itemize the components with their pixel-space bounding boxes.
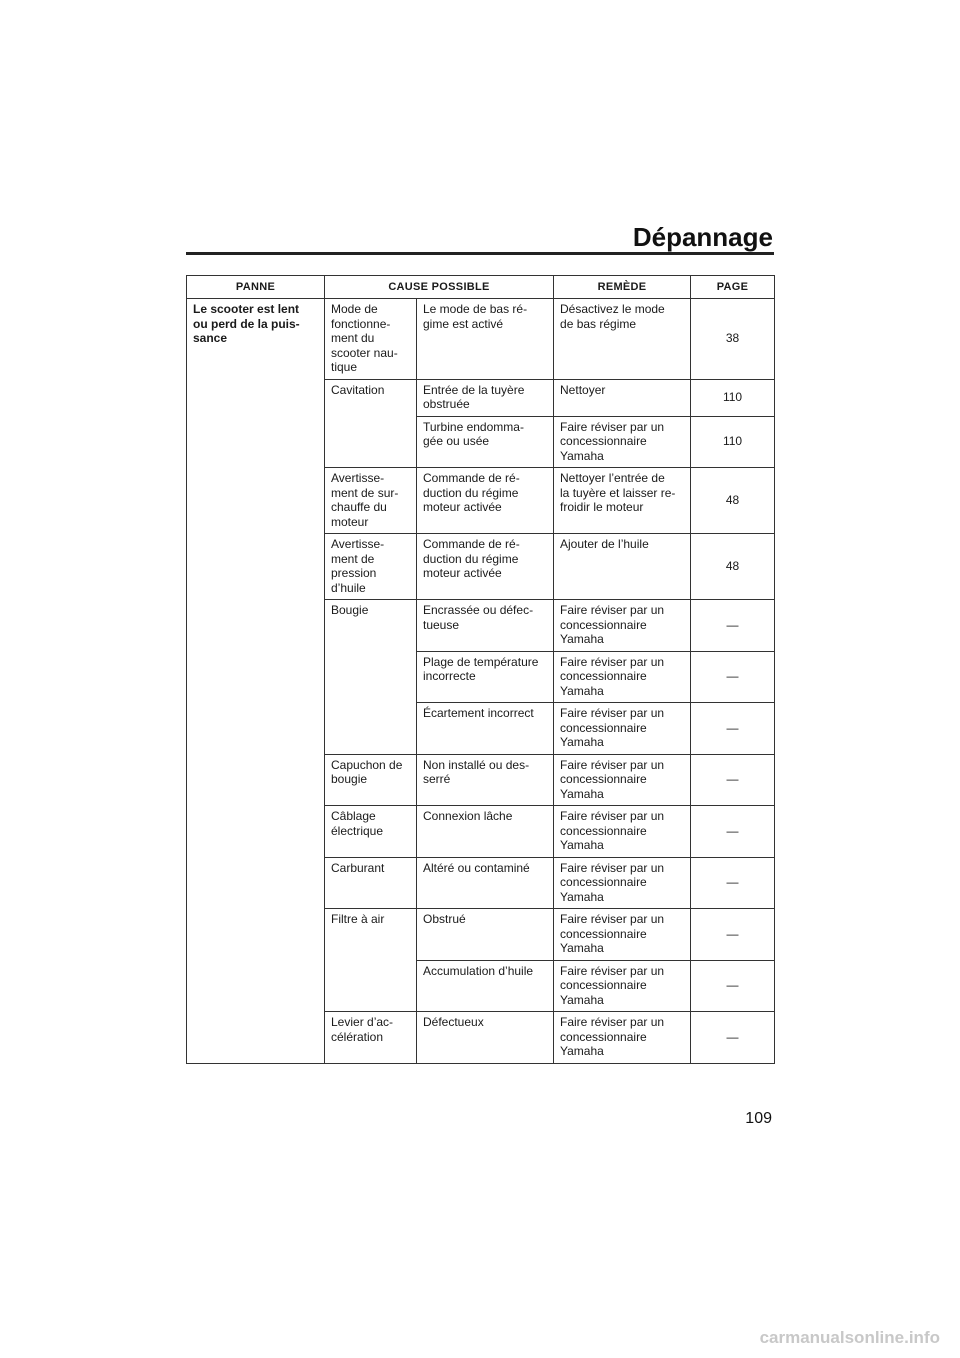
page-cell: — [691, 600, 775, 652]
page-cell: 110 [691, 379, 775, 416]
page-cell: — [691, 857, 775, 909]
header-panne: PANNE [187, 276, 325, 299]
remede-cell: Faire réviser par un concessionnaire Yamaha [554, 960, 691, 1012]
page-cell: 48 [691, 468, 775, 534]
cause-cell: Avertisse- ment de sur- chauffe du moteur [325, 468, 417, 534]
cause-cell: Filtre à air [325, 909, 417, 1012]
page-cell: — [691, 909, 775, 961]
header-page: PAGE [691, 276, 775, 299]
remede-cell: Désactivez le mode de bas régime [554, 299, 691, 380]
detail-cell: Entrée de la tuyère obstruée [417, 379, 554, 416]
page-title: Dépannage [632, 222, 773, 252]
detail-cell: Commande de ré- duction du régime moteur activée [417, 468, 554, 534]
remede-cell: Faire réviser par un concessionnaire Yamaha [554, 600, 691, 652]
watermark: carmanualsonline.info [759, 1328, 940, 1347]
detail-cell: Défectueux [417, 1012, 554, 1064]
header-remede: REMÈDE [554, 276, 691, 299]
page-cell: 38 [691, 299, 775, 380]
remede-cell: Faire réviser par un concessionnaire Yamaha [554, 909, 691, 961]
remede-cell: Ajouter de l’huile [554, 534, 691, 600]
cause-cell: Levier d’ac- célération [325, 1012, 417, 1064]
remede-cell: Faire réviser par un concessionnaire Yamaha [554, 857, 691, 909]
cause-cell: Mode de fonctionne- ment du scooter nau- tique [325, 299, 417, 380]
page-cell: — [691, 806, 775, 858]
header-cause: CAUSE POSSIBLE [325, 276, 554, 299]
cause-cell: Câblage électrique [325, 806, 417, 858]
page-cell: — [691, 754, 775, 806]
remede-cell: Faire réviser par un concessionnaire Yamaha [554, 806, 691, 858]
page-cell: — [691, 1012, 775, 1064]
page-cell: — [691, 960, 775, 1012]
cause-cell: Avertisse- ment de pression d’huile [325, 534, 417, 600]
page-cell: — [691, 651, 775, 703]
remede-cell: Nettoyer l’entrée de la tuyère et laisser re- froidir le moteur [554, 468, 691, 534]
remede-cell: Faire réviser par un concessionnaire Yamaha [554, 651, 691, 703]
detail-cell: Altéré ou contaminé [417, 857, 554, 909]
detail-cell: Commande de ré- duction du régime moteur activée [417, 534, 554, 600]
detail-cell: Obstrué [417, 909, 554, 961]
troubleshooting-table [186, 275, 775, 1064]
table-row [187, 299, 775, 380]
cause-cell: Carburant [325, 857, 417, 909]
detail-cell: Turbine endomma- gée ou usée [417, 416, 554, 468]
panne-cell: Le scooter est lent ou perd de la puis- sance [187, 299, 325, 1064]
page-cell: 110 [691, 416, 775, 468]
remede-cell: Faire réviser par un concessionnaire Yamaha [554, 416, 691, 468]
cause-cell: Bougie [325, 600, 417, 755]
title-rule [186, 252, 774, 255]
cause-cell: Cavitation [325, 379, 417, 468]
page-cell: 48 [691, 534, 775, 600]
cause-cell: Capuchon de bougie [325, 754, 417, 806]
detail-cell: Encrassée ou défec- tueuse [417, 600, 554, 652]
remede-cell: Faire réviser par un concessionnaire Yamaha [554, 703, 691, 755]
page-cell: — [691, 703, 775, 755]
table-header-row [187, 276, 775, 299]
detail-cell: Plage de température incorrecte [417, 651, 554, 703]
page-number: 109 [745, 1110, 772, 1127]
detail-cell: Connexion lâche [417, 806, 554, 858]
detail-cell: Le mode de bas ré- gime est activé [417, 299, 554, 380]
remede-cell: Faire réviser par un concessionnaire Yamaha [554, 1012, 691, 1064]
detail-cell: Écartement incorrect [417, 703, 554, 755]
detail-cell: Non installé ou des- serré [417, 754, 554, 806]
detail-cell: Accumulation d’huile [417, 960, 554, 1012]
remede-cell: Nettoyer [554, 379, 691, 416]
remede-cell: Faire réviser par un concessionnaire Yamaha [554, 754, 691, 806]
